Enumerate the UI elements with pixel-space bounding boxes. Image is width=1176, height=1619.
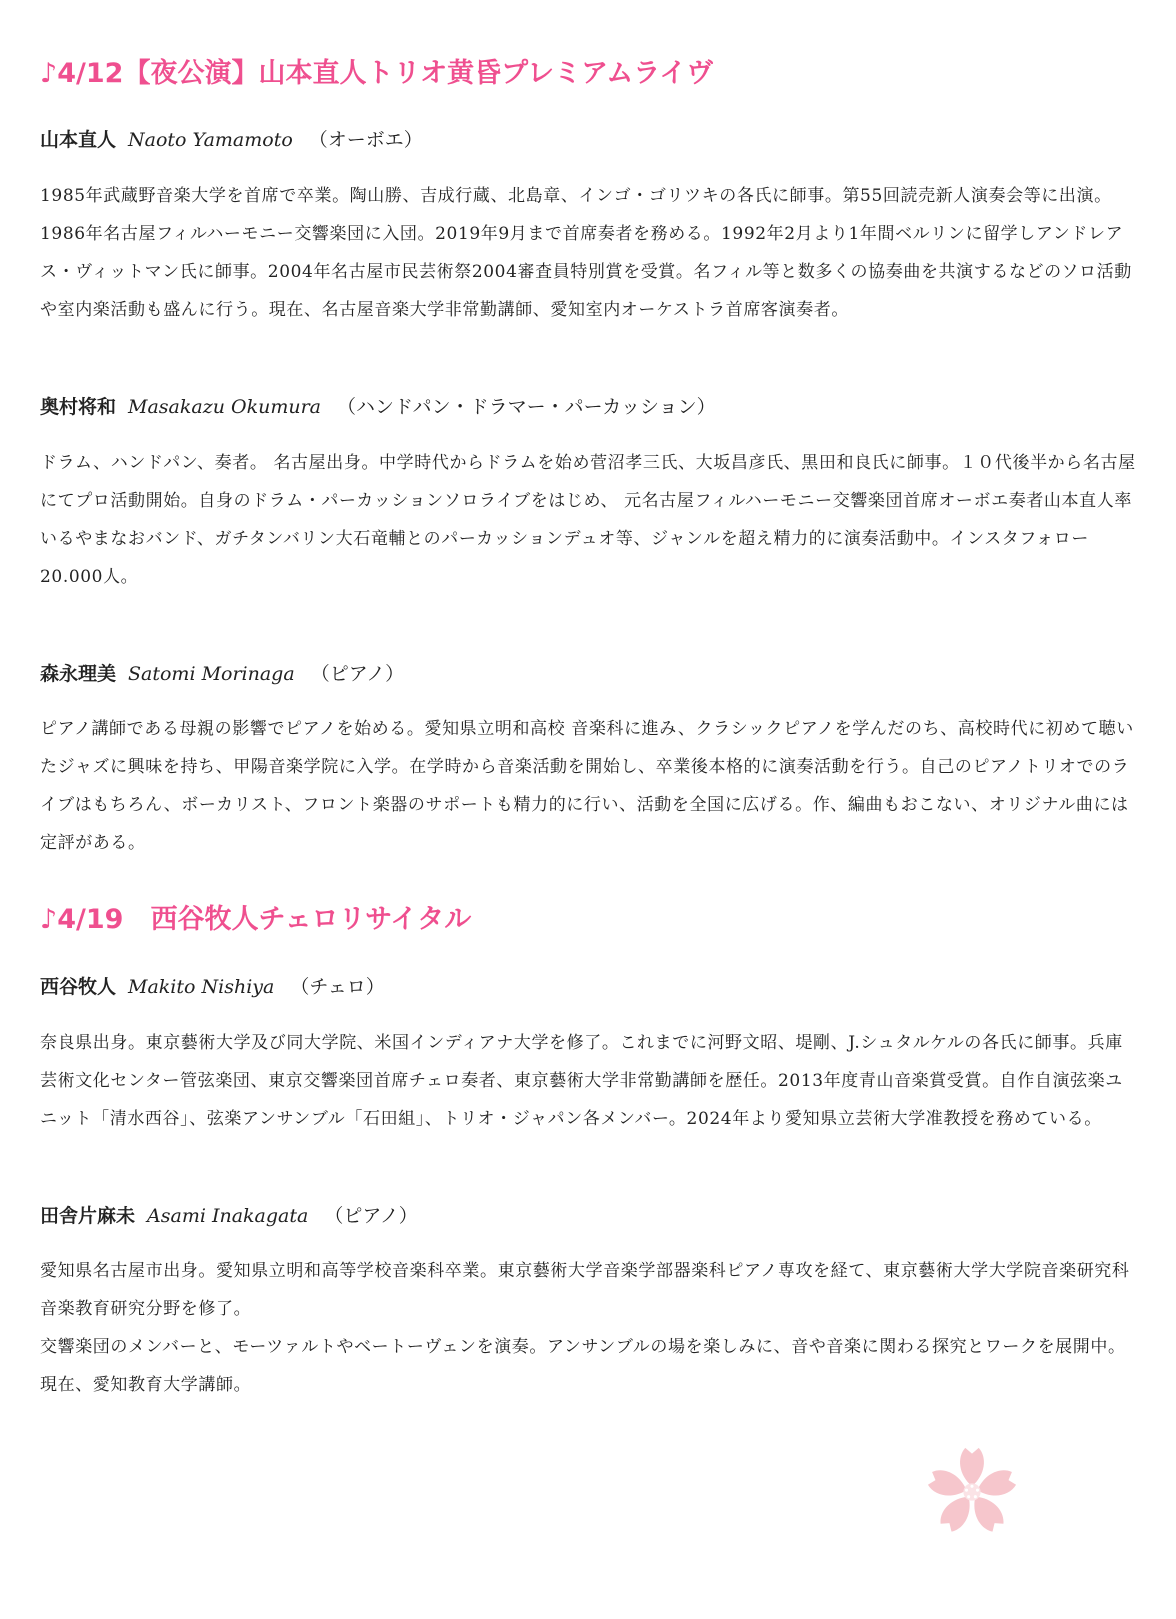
- sakura-flower-icon: [924, 1444, 1020, 1540]
- performer-bio-inakagata: [40, 1252, 1136, 1404]
- bio-paragraph: 奈良県出身。東京藝術大学及び同大学院、米国インディアナ大学を修了。これまでに河野文昭、堤剛、J.シュタルケルの各氏に師事。兵庫芸術文化センター管弦楽団、東京交響楽団首席チェロ奏者、東京藝術大学非常勤講師を歴任。2013年度青山音楽賞受賞。自作自演弦楽ユニット「清水西谷」、弦楽アンサンブル「石田組」、トリオ・ジャパン各メンバー。2024年より愛知県立芸術大学准教授を務めている。: [40, 1032, 1123, 1129]
- performer-bio-okumura: [40, 444, 1136, 596]
- performer-name-okumura: [40, 395, 1136, 420]
- performer-bio-morinaga: [40, 710, 1136, 862]
- performer-instrument: （ハンドパン・ドラマー・パーカッション）: [337, 396, 716, 419]
- performer-name-romaji: Naoto Yamamoto: [128, 129, 293, 152]
- bio-paragraph: 愛知県名古屋市出身。愛知県立明和高等学校音楽科卒業。東京藝術大学音楽学部器楽科ピアノ専攻を経て、東京藝術大学大学院音楽研究科音楽教育研究分野を修了。: [40, 1261, 1130, 1320]
- event-title-0412: ♪4/12【夜公演】山本直人トリオ黄昏プレミアムライヴ: [40, 58, 714, 89]
- bio-paragraph: ピアノ講師である母親の影響でピアノを始める。愛知県立明和高校 音楽科に進み、クラシックピアノを学んだのち、高校時代に初めて聴いたジャズに興味を持ち、甲陽音楽学院に入学。在学時から音楽活動を開始し、卒業後本格的に演奏活動を行う。自己のピアノトリオでのライブはもちろん、ボーカリスト、フロント楽器のサポートも精力的に行い、活動を全国に広げる。作、編曲もおこない、オリジナル曲には定評がある。: [40, 719, 1134, 854]
- performer-name-ja: 山本直人: [40, 129, 117, 152]
- performer-profiles-page: [40, 0, 1136, 1404]
- performer-name-ja: 奥村将和: [40, 396, 117, 419]
- performer-bio-yamamoto: [40, 177, 1136, 329]
- performer-name-nishiya: [40, 975, 1136, 1000]
- bio-paragraph: 交響楽団のメンバーと、モーツァルトやベートーヴェンを演奏。アンサンブルの場を楽しみに、音や音楽に関わる探究とワークを展開中。現在、愛知教育大学講師。: [40, 1337, 1126, 1396]
- event-title-0419: ♪4/19 西谷牧人チェロリサイタル: [40, 904, 472, 936]
- performer-name-inakagata: [40, 1204, 1136, 1229]
- performer-name-morinaga: [40, 662, 1136, 687]
- performer-instrument: （チェロ）: [290, 975, 385, 998]
- performer-name-romaji: Makito Nishiya: [128, 975, 275, 998]
- performer-name-ja: 西谷牧人: [40, 975, 117, 998]
- performer-name-romaji: Masakazu Okumura: [128, 396, 321, 419]
- performer-bio-nishiya: [40, 1024, 1136, 1138]
- performer-instrument: （ピアノ）: [310, 662, 405, 685]
- performer-name-yamamoto: [40, 128, 1136, 153]
- bio-paragraph: ドラム、ハンドパン、奏者。 名古屋出身。中学時代からドラムを始め菅沼孝三氏、大坂昌彦氏、黒田和良氏に師事。１０代後半から名古屋にてプロ活動開始。自身のドラム・パーカッションソロライブをはじめ、 元名古屋フィルハーモニー交響楽団首席オーボエ奏者山本直人率いるやまなおバンド、ガチタンバリン大石竜輔とのパーカッションデュオ等、ジャンルを超え精力的に演奏活動中。インスタフォロー20.000人。: [40, 452, 1136, 587]
- performer-instrument: （オーボエ）: [308, 129, 423, 152]
- performer-name-ja: 森永理美: [40, 662, 117, 685]
- performer-name-ja: 田舎片麻未: [40, 1204, 136, 1227]
- performer-name-romaji: Asami Inakagata: [147, 1204, 309, 1227]
- bio-paragraph: 1985年武蔵野音楽大学を首席で卒業。陶山勝、吉成行蔵、北島章、インゴ・ゴリツキの各氏に師事。第55回読売新人演奏会等に出演。1986年名古屋フィルハーモニー交響楽団に入団。2019年9月まで首席奏者を務める。1992年2月より1年間ベルリンに留学しアンドレアス・ヴィットマン氏に師事。2004年名古屋市民芸術祭2004審査員特別賞を受賞。名フィル等と数多くの協奏曲を共演するなどのソロ活動や室内楽活動も盛んに行う。現在、名古屋音楽大学非常勤講師、愛知室内オーケストラ首席客演奏者。: [40, 186, 1132, 321]
- performer-instrument: （ピアノ）: [324, 1204, 418, 1227]
- performer-name-romaji: Satomi Morinaga: [128, 662, 295, 685]
